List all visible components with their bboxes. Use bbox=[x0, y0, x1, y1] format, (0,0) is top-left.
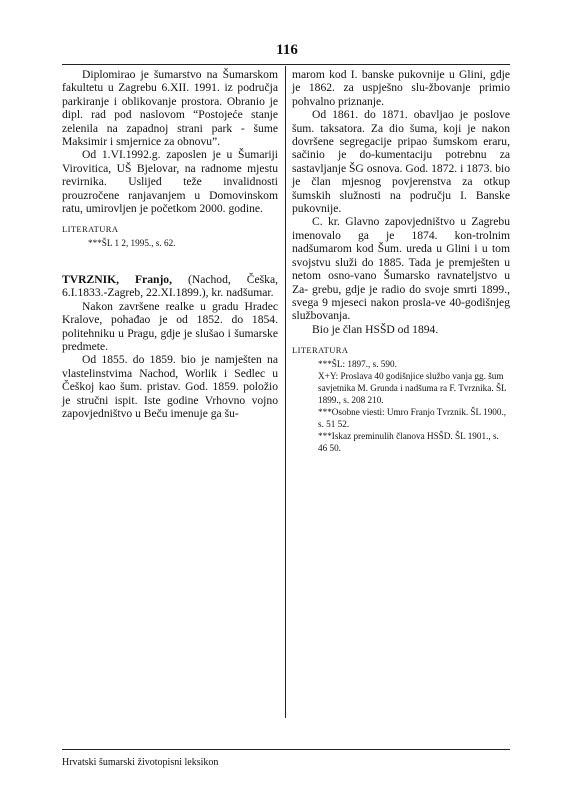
literature-heading: LITERATURA bbox=[292, 345, 349, 356]
literature-heading: LITERATURA bbox=[62, 224, 119, 235]
literature-item: ***Osobne viesti: Umro Franjo Tvrznik. ŠL 1900., s. 51 52. bbox=[318, 406, 507, 429]
literature-item: ***Iskaz preminulih članova HSŠD. ŠL 1901., s. 46 50. bbox=[318, 430, 499, 453]
paragraph: marom kod I. banske pukovnije u Glini, gdje je 1862. za uspješno slu-žbovanje primio pohvalno priznanje. bbox=[292, 68, 510, 108]
column-divider bbox=[285, 66, 286, 718]
footer-rule bbox=[62, 749, 510, 750]
footer-title: Hrvatski šumarski životopisni leksikon bbox=[62, 757, 219, 768]
literature-item: ***ŠL 1 2, 1995., s. 62. bbox=[88, 237, 176, 248]
literature-item: ***ŠL: 1897., s. 590. bbox=[318, 358, 397, 369]
entry-name: TVRZNIK, Franjo, bbox=[62, 272, 173, 286]
paragraph: C. kr. Glavno zapovjedništvo u Zagrebu imenovalo ga je 1874. kon-trolnim nadšumarom kod Šum. ureda u Glini i u tom svojstvu služi do 1885. Tada je premješten u netom osno-vano Šumarsko ravnateljstvo u Za- grebu, gdje je radio do svoje smrti 1899., svega 9 mjeseci nakon prosla-ve 40-godišnjeg službovanja. bbox=[292, 215, 510, 323]
paragraph: Od 1.VI.1992.g. zaposlen je u Šumariji Virovitica, UŠ Bjelovar, na radnome mjestu revirnika. Uslijed teže invalidnosti prouzročene ranjavanjem u Domovinskom ratu, umirovljen je početkom 2000. godine. bbox=[62, 148, 278, 216]
paragraph: Od 1861. do 1871. obavljao je poslove šum. taksatora. Za dio šuma, koji je nakon dovršene segregacije pripao šumskom eraru, sačinio je do-kumentaciju potrebnu za sastavljanje ŠG osnova. God. 1872. i 1873. bio je član mjesnog povjerenstva za otkup šumskih služnosti na području I. Banske pukovnije. bbox=[292, 108, 511, 216]
paragraph: Od 1855. do 1859. bio je namješten na vlastelinstvima Nachod, Worlik i Sedlec u Češkoj kao šum. pristav. God. 1859. položio je stručni ispit. Iste godine Vrhovno vojno zapovjedništvo u Beču imenuje ga šu- bbox=[62, 353, 278, 420]
paragraph: Diplomirao je šumarstvo na Šumarskom fakultetu u Zagrebu 6.XII. 1991. iz područja parkiranje i oblikovanje prostora. Obranio je dipl. rad pod naslovom “Postojeće stanje zelenila na zapadnoj strani park - šume Maksimir i smjernice za obnovu”. bbox=[62, 68, 278, 149]
entry-heading bbox=[62, 273, 278, 300]
header-rule bbox=[62, 64, 510, 65]
literature-item: X+Y: Proslava 40 godišnjice službo vanja gg. šum savjetnika M. Grunda i nadšuma ra F. Tvrznika. ŠL 1899., s. 208 210. bbox=[318, 370, 507, 405]
left-column bbox=[62, 68, 278, 420]
paragraph: Bio je član HSŠD od 1894. bbox=[312, 322, 439, 336]
right-column bbox=[292, 68, 510, 454]
entry-details: (Nachod, Češka, 6.I.1833.-Zagreb, 22.XI.1899.), kr. nadšumar. bbox=[62, 272, 278, 300]
page-number: 116 bbox=[276, 42, 298, 58]
paragraph: Nakon završene realke u gradu Hradec Kralove, pohađao je od 1852. do 1854. politehniku u Pragu, gdje je slušao i šumarske predmete. bbox=[62, 299, 278, 353]
